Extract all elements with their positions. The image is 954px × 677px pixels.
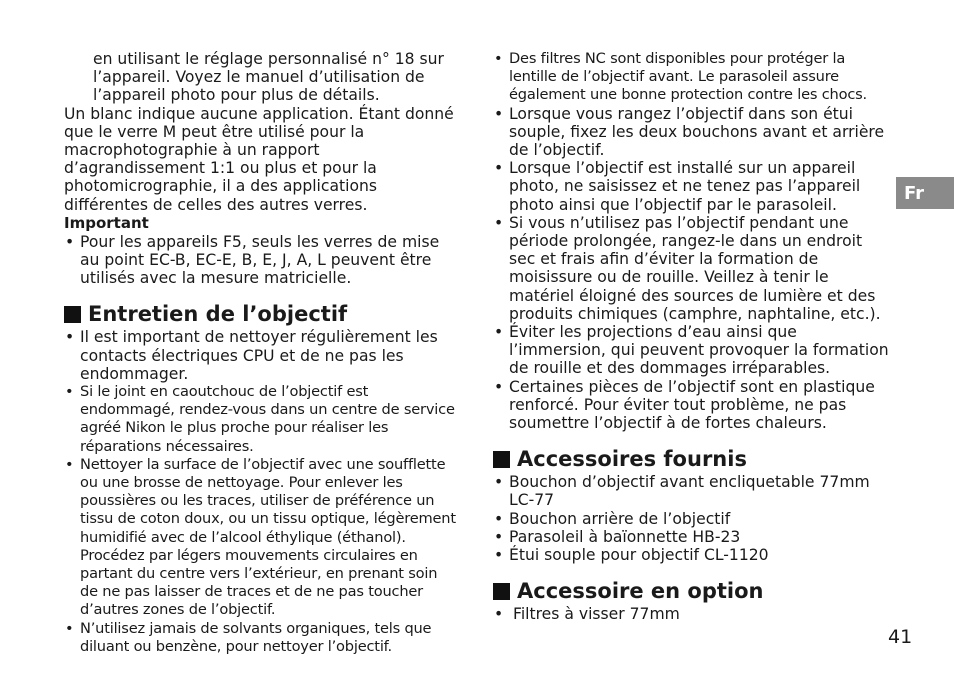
list-item: • Filtres à visser 77mm: [493, 605, 893, 623]
section-square-icon: [64, 306, 81, 323]
section-square-icon: [493, 583, 510, 600]
list-item: • Si vous n’utilisez pas l’objectif pendant une période prolongée, rangez-le dans un endroit sec et frais afin d’éviter la formation de moisissure ou de rouille. Veillez à tenir le matériel éloigné des sources de lumière et des produits chimiques (camphre, naphtaline, etc.).: [493, 214, 893, 323]
intro-indented-text: en utilisant le réglage personnalisé n° 18 sur l’appareil. Voyez le manuel d’utilisation de l’appareil photo pour plus de détails.: [93, 50, 444, 105]
important-label: Important: [64, 213, 149, 232]
list-item: • Si le joint en caoutchouc de l’objectif est endommagé, rendez-vous dans un centre de service agréé Nikon le plus proche pour réaliser les réparations nécessaires.: [64, 383, 458, 456]
section-title: Accessoire en option: [517, 579, 764, 604]
page-number: 41: [888, 626, 913, 648]
left-column: [64, 50, 458, 656]
care-list: [493, 50, 893, 432]
accessoire-option-list: [493, 605, 893, 623]
list-item: • Bouchon arrière de l’objectif: [493, 510, 893, 528]
list-item: • Parasoleil à baïonnette HB-23: [493, 528, 893, 546]
list-item: • Nettoyer la surface de l’objectif avec une soufflette ou une brosse de nettoyage. Pour enlever les poussières ou les traces, utiliser de préférence un tissu de coton doux, ou un tissu optique, légèrement humidifié avec de l’alcool éthylique (éthanol). Procédez par légers mouvements circulaires en partant du centre vers l’extérieur, en prenant soin de ne pas laisser de traces et de ne pas toucher d’autres zones de l’objectif.: [64, 456, 458, 620]
list-item: • Certaines pièces de l’objectif sont en plastique renforcé. Pour éviter tout problème, ne pas soumettre l’objectif à de fortes chaleurs.: [493, 378, 893, 433]
list-item: • Pour les appareils F5, seuls les verres de mise au point EC-B, EC-E, B, E, J, A, L peuvent être utilisés avec la mesure matricielle.: [64, 233, 458, 288]
list-item: • N’utilisez jamais de solvants organiques, tels que diluant ou benzène, pour nettoyer l’objectif.: [64, 620, 458, 656]
list-item: • Éviter les projections d’eau ainsi que l’immersion, qui peuvent provoquer la formation de rouille et des dommages irréparables.: [493, 323, 893, 378]
important-list: [64, 233, 458, 288]
section-title: Accessoires fournis: [517, 447, 747, 472]
list-item: • Des filtres NC sont disponibles pour protéger la lentille de l’objectif avant. Le parasoleil assure également une bonne protection contre les chocs.: [493, 50, 893, 105]
section-square-icon: [493, 451, 510, 468]
list-item: • Il est important de nettoyer régulièrement les contacts électriques CPU et de ne pas les endommager.: [64, 328, 458, 383]
section-heading-accessoire-option: [493, 579, 893, 603]
section-title: Entretien de l’objectif: [88, 302, 348, 327]
list-item: • Lorsque l’objectif est installé sur un appareil photo, ne saisissez et ne tenez pas l’appareil photo ainsi que l’objectif par le parasoleil.: [493, 159, 893, 214]
list-item: • Étui souple pour objectif CL-1120: [493, 546, 893, 564]
section-heading-entretien: [64, 302, 458, 326]
entretien-list: [64, 328, 458, 656]
section-heading-accessoires-fournis: [493, 447, 893, 471]
right-column: [493, 50, 893, 623]
intro-paragraph: Un blanc indique aucune application. Étant donné que le verre M peut être utilisé pour la macrophotographie à un rapport d’agrandissement 1:1 ou plus et pour la photomicrographie, il a des applications différentes de celles des autres verres.: [64, 104, 454, 214]
language-tab: Fr: [896, 177, 954, 209]
list-item: • Bouchon d’objectif avant encliquetable 77mm LC-77: [493, 473, 893, 509]
list-item: • Lorsque vous rangez l’objectif dans son étui souple, fixez les deux bouchons avant et arrière de l’objectif.: [493, 105, 893, 160]
accessoires-fournis-list: [493, 473, 893, 564]
